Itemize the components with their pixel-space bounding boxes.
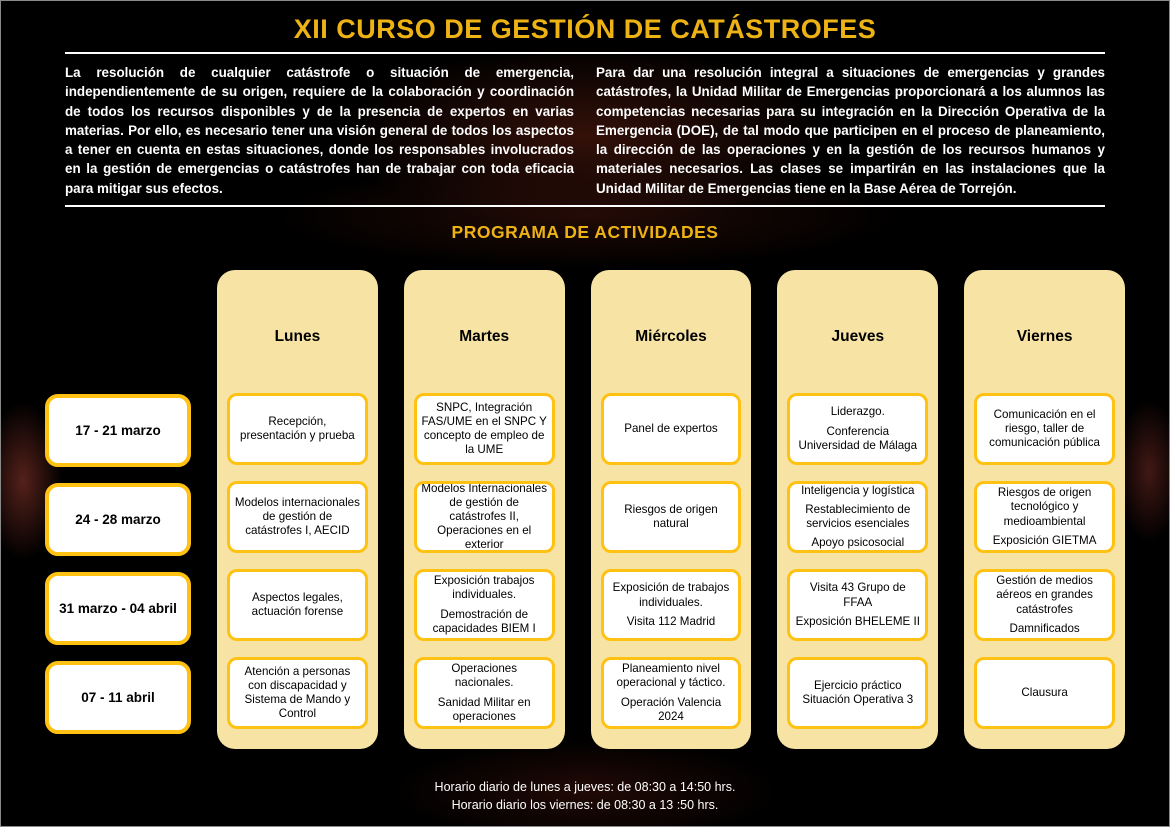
schedule-cell <box>787 393 928 465</box>
schedule-cell <box>974 393 1115 465</box>
cell-text: Damnificados <box>1009 621 1080 635</box>
schedule-hours-line2: Horario diario los viernes: de 08:30 a 13 :50 hrs. <box>451 798 719 813</box>
intro-right-paragraph: Para dar una resolución integral a situaciones de emergencias y grandes catástrofes, la Unidad Militar de Emergencias proporcionará a los alumnos las competencias necesarias para su integración en la Dirección Operativa de la Emergencia (DOE), de tal modo que participen en el proceso de planeamiento, la dirección de las operaciones y en la gestión de los recursos humanos y materiales necesarios. Las clases se impartirán en las instalaciones que la Unidad Militar de Emergencias tiene en la Base Aérea de Torrejón. <box>596 65 1105 196</box>
cell-text: Ejercicio práctico Situación Operativa 3 <box>802 678 914 707</box>
intro-left-paragraph: La resolución de cualquier catástrofe o situación de emergencia, independientemente de su origen, requiere de la colaboración y coordinación de todos los recursos disponibles y de la presencia de expertos en varias materias. Por ello, es necesario tener una visión general de todos los aspectos a tener en cuenta en estas situaciones, donde los responsables involucrados en la gestión de emergencias o catástrofes han de trabajar con toda eficacia para mitigar sus efectos. <box>65 65 574 196</box>
cell-text: Conferencia Universidad de Málaga <box>798 424 918 452</box>
day-header-miercoles: Miércoles <box>635 328 707 346</box>
cell-text: Operación Valencia 2024 <box>620 695 722 723</box>
schedule-cell <box>414 657 555 729</box>
day-header-jueves: Jueves <box>831 328 885 346</box>
cell-text: Riesgos de origen natural <box>624 502 718 531</box>
day-cells-lunes <box>227 393 368 729</box>
day-cells-viernes <box>974 393 1115 729</box>
schedule-cell <box>227 657 368 729</box>
schedule-cell <box>227 569 368 641</box>
schedule-cell <box>601 481 742 553</box>
schedule-cell <box>414 393 555 465</box>
cell-text: Exposición de trabajos individuales. <box>612 581 730 609</box>
cell-text: Exposición BHELEME II <box>795 614 920 628</box>
date-column <box>45 394 191 734</box>
cell-text: Gestión de medios aéreos en grandes catástrofes <box>996 574 1093 616</box>
cell-text: Atención a personas con discapacidad y Sistema de Mando y Control <box>244 664 351 721</box>
cell-text: Clausura <box>1021 686 1068 699</box>
title-divider <box>65 52 1105 54</box>
date-box-week2: 24 - 28 marzo <box>45 483 191 556</box>
cell-text: Riesgos de origen tecnológico y medioambiental <box>997 486 1092 528</box>
schedule-cell <box>601 569 742 641</box>
schedule-cell <box>601 657 742 729</box>
date-box-week4: 07 - 11 abril <box>45 661 191 734</box>
schedule-cell <box>414 569 555 641</box>
cell-text: Visita 43 Grupo de FFAA <box>809 581 906 609</box>
schedule-cell <box>787 481 928 553</box>
schedule-hours-line1: Horario diario de lunes a jueves: de 08:30 a 14:50 hrs. <box>434 780 736 795</box>
day-cells-martes <box>414 393 555 729</box>
date-box-week1: 17 - 21 marzo <box>45 394 191 467</box>
day-column-lunes <box>217 270 378 749</box>
cell-text: Demostración de capacidades BIEM I <box>432 607 536 635</box>
cell-text: Apoyo psicosocial <box>811 536 905 550</box>
cell-text: Planeamiento nivel operacional y táctico. <box>616 662 726 690</box>
cell-text: Aspectos legales, actuación forense <box>251 590 344 619</box>
schedule-cell <box>227 481 368 553</box>
cell-text: Liderazgo. <box>830 405 885 419</box>
day-column-viernes <box>964 270 1125 749</box>
day-cells-jueves <box>787 393 928 729</box>
day-header-lunes: Lunes <box>274 328 321 346</box>
schedule-cell <box>227 393 368 465</box>
schedule-cell <box>787 657 928 729</box>
day-column-martes <box>404 270 565 749</box>
cell-text: Comunicación en el riesgo, taller de comunicación pública <box>989 407 1101 450</box>
page-title: XII CURSO DE GESTIÓN DE CATÁSTROFES <box>293 14 877 44</box>
cell-text: Modelos internacionales de gestión de catástrofes I, AECID <box>234 495 360 538</box>
cell-text: Inteligencia y logística <box>801 483 915 497</box>
cell-text: Visita 112 Madrid <box>626 614 716 628</box>
intro-divider <box>65 205 1105 207</box>
date-box-week3: 31 marzo - 04 abril <box>45 572 191 645</box>
schedule-cell <box>974 481 1115 553</box>
intro-section <box>65 63 1105 198</box>
day-cells-miercoles <box>601 393 742 729</box>
schedule-cell <box>974 569 1115 641</box>
schedule-cell <box>601 393 742 465</box>
day-column-jueves <box>777 270 938 749</box>
schedule-cell <box>414 481 555 553</box>
cell-text: Sanidad Militar en operaciones <box>437 695 531 723</box>
cell-text: Panel de expertos <box>624 422 718 435</box>
program-heading: PROGRAMA DE ACTIVIDADES <box>451 222 719 243</box>
day-header-viernes: Viernes <box>1016 328 1073 346</box>
schedule-hours <box>1 778 1169 814</box>
cell-text: Exposición GIETMA <box>992 533 1097 547</box>
day-header-martes: Martes <box>459 328 510 346</box>
cell-text: SNPC, Integración FAS/UME en el SNPC Y concepto de empleo de la UME <box>421 400 547 457</box>
schedule-table <box>1 270 1169 749</box>
cell-text: Restablecimiento de servicios esenciales <box>805 502 911 531</box>
schedule-cell <box>787 569 928 641</box>
cell-text: Modelos Internacionales de gestión de catástrofes II, Operaciones en el exterior <box>421 481 548 552</box>
cell-text: Recepción, presentación y prueba <box>240 414 355 443</box>
schedule-cell <box>974 657 1115 729</box>
day-column-miercoles <box>591 270 752 749</box>
cell-text: Exposición trabajos individuales. <box>433 574 535 602</box>
cell-text: Operaciones nacionales. <box>451 662 518 690</box>
